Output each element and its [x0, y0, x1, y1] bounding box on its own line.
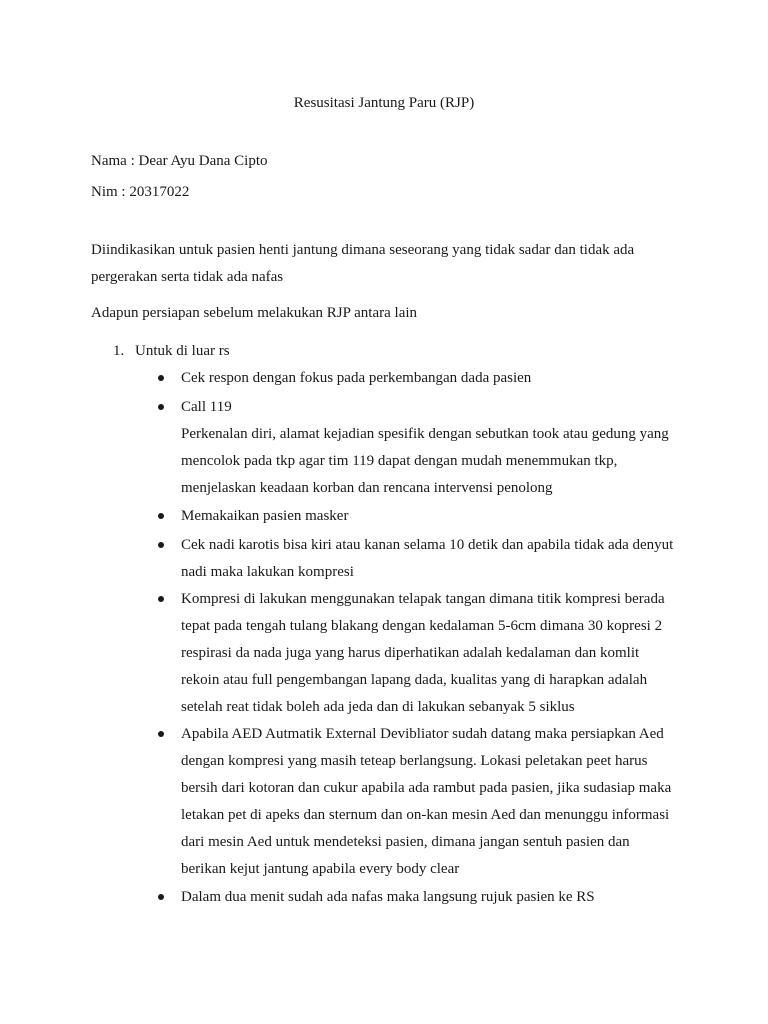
bullet-text: tepat pada tengah tulang blakang dengan kedalaman 5-6cm dimana 30 kopresi 2 — [181, 618, 663, 634]
bullet-item — [181, 394, 681, 502]
bullet-text: nadi maka lakukan kompresi — [181, 564, 354, 580]
intro-line-2: pergerakan serta tidak ada nafas — [91, 269, 284, 285]
bullet-text: dari mesin Aed untuk mendeteksi pasien, dimana jangan sentuh pasien dan — [181, 834, 630, 850]
bullet-text: setelah reat tidak boleh ada jeda dan di lakukan sebanyak 5 siklus — [181, 699, 575, 715]
bullet-dot-icon — [158, 513, 164, 519]
bullet-text: menjelaskan keadaan korban dan rencana intervensi penolong — [181, 480, 553, 496]
bullet-text: letakan pet di apeks dan sternum dan on-kan mesin Aed dan menunggu informasi — [181, 807, 670, 823]
preparation-text: Adapun persiapan sebelum melakukan RJP antara lain — [91, 305, 418, 321]
bullet-text: Perkenalan diri, alamat kejadian spesifik dengan sebutkan took atau gedung yang — [181, 426, 669, 442]
bullet-text: respirasi da nada juga yang harus diperhatikan adalah kedalaman dan komlit — [181, 645, 640, 661]
document-title: Resusitasi Jantung Paru (RJP) — [293, 95, 475, 111]
bullet-dot-icon — [158, 731, 164, 737]
bullet-item — [181, 721, 681, 883]
bullet-item — [181, 884, 681, 911]
numbered-list-item — [113, 341, 230, 361]
student-name: Nama : Dear Ayu Dana Cipto — [91, 153, 268, 169]
list-label: Untuk di luar rs — [135, 343, 230, 359]
bullet-dot-icon — [158, 894, 164, 900]
student-nim: Nim : 20317022 — [91, 184, 190, 200]
bullet-text: Cek respon dengan fokus pada perkembangan dada pasien — [181, 370, 532, 386]
list-number: 1. — [113, 343, 125, 359]
bullet-text: berikan kejut jantung apabila every body clear — [181, 861, 460, 877]
bullet-text: dengan kompresi yang masih teteap berlangsung. Lokasi peletakan peet harus — [181, 753, 648, 769]
bullet-text: Call 119 — [181, 399, 232, 415]
bullet-dot-icon — [158, 375, 164, 381]
bullet-text: Apabila AED Autmatik External Devibliator sudah datang maka persiapkan Aed — [181, 726, 664, 742]
intro-line-1: Diindikasikan untuk pasien henti jantung dimana seseorang yang tidak sadar dan tidak ada — [91, 242, 635, 258]
bullet-dot-icon — [158, 596, 164, 602]
bullet-text: Memakaikan pasien masker — [181, 508, 349, 524]
bullet-text: Kompresi di lakukan menggunakan telapak tangan dimana titik kompresi berada — [181, 591, 665, 607]
bullet-dot-icon — [158, 404, 164, 410]
bullet-text: Dalam dua menit sudah ada nafas maka langsung rujuk pasien ke RS — [181, 889, 595, 905]
bullet-text: mencolok pada tkp agar tim 119 dapat dengan mudah menemmukan tkp, — [181, 453, 618, 469]
bullet-text: bersih dari kotoran dan cukur apabila ada rambut pada pasien, jika sudasiap maka — [181, 780, 672, 796]
bullet-item — [181, 532, 681, 586]
bullet-item — [181, 365, 681, 392]
bullet-text: rekoin atau full pengembangan lapang dada, kualitas yang di harapkan adalah — [181, 672, 648, 688]
bullet-item — [181, 586, 681, 721]
bullet-text: Cek nadi karotis bisa kiri atau kanan selama 10 detik dan apabila tidak ada denyut — [181, 537, 674, 553]
bullet-dot-icon — [158, 542, 164, 548]
bullet-item — [181, 503, 681, 530]
